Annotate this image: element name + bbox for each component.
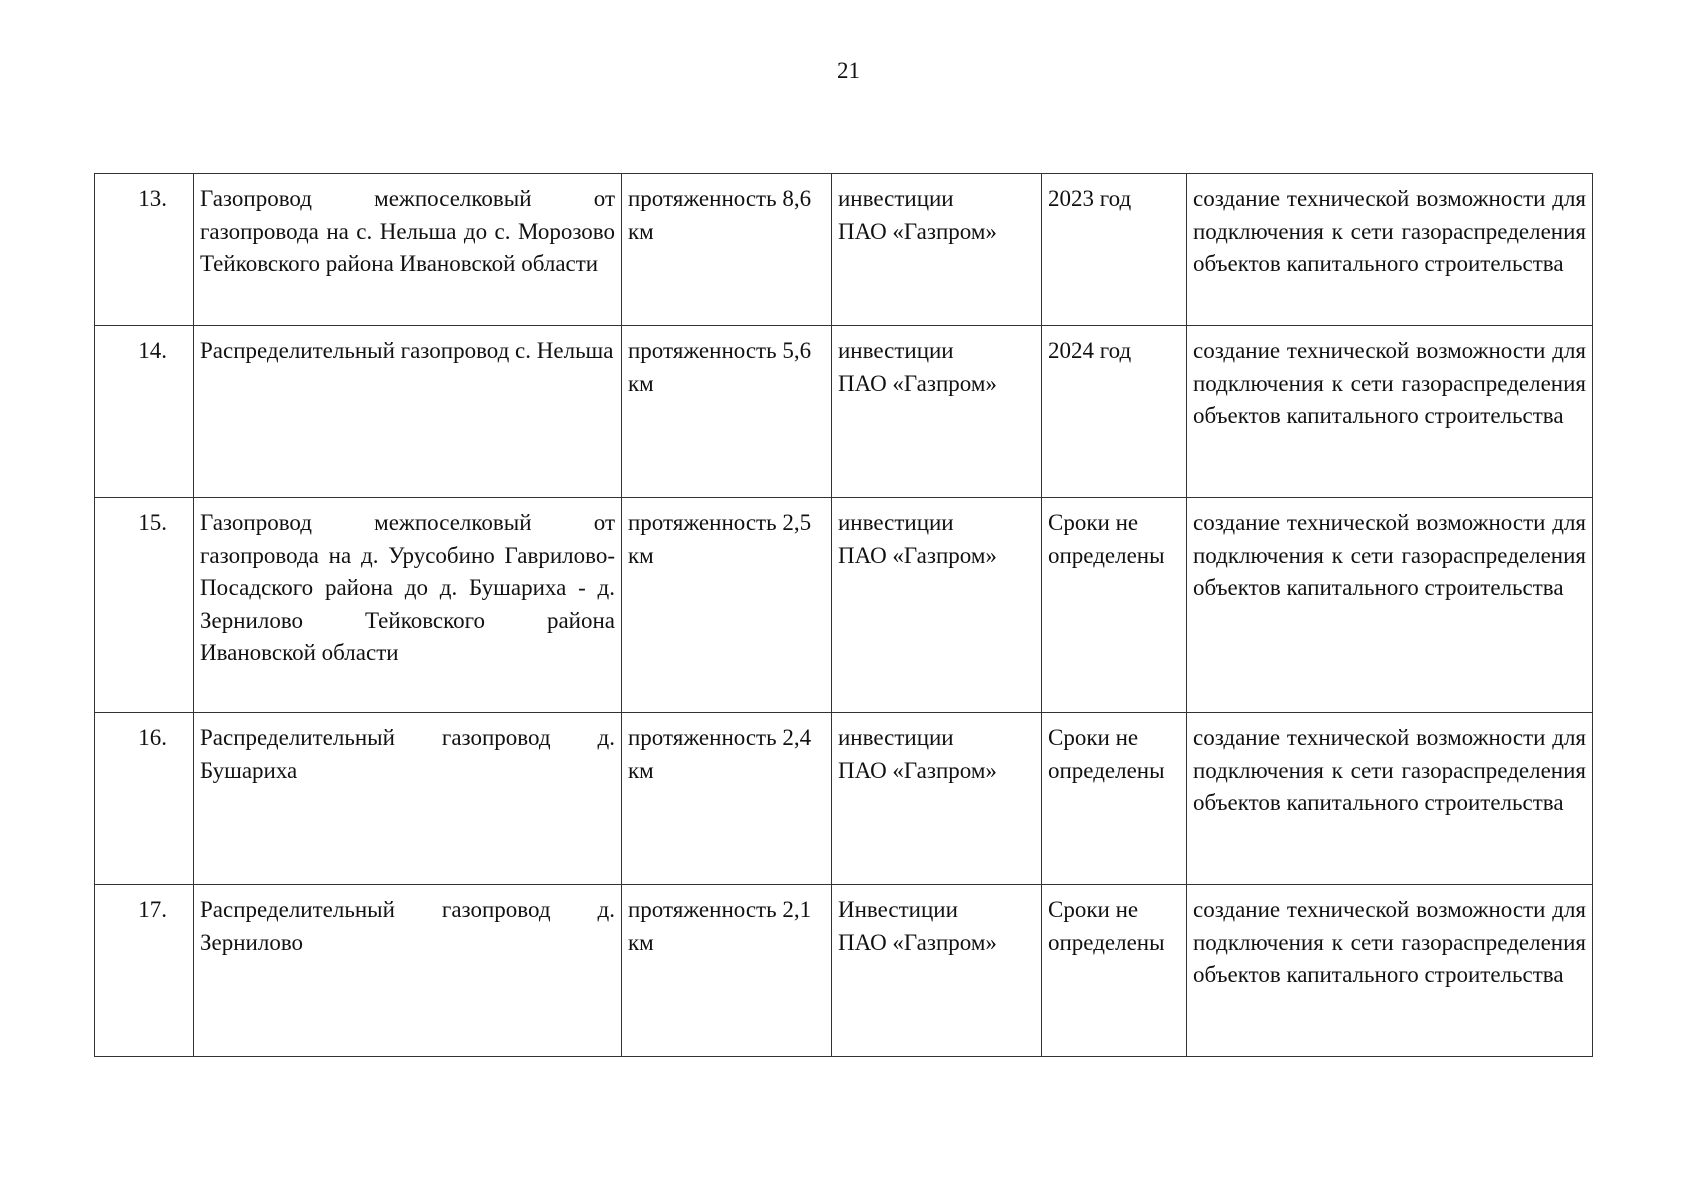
funding-source-cell: инвестиции ПАО «Газпром» — [832, 174, 1042, 326]
table-row — [95, 498, 1593, 713]
row-number-cell: 16. — [95, 713, 194, 885]
table-row — [95, 174, 1593, 326]
term-cell: Сроки не определены — [1042, 713, 1187, 885]
table-row — [95, 326, 1593, 498]
row-number-cell: 13. — [95, 174, 194, 326]
page-number: 21 — [837, 58, 860, 83]
term-cell: Сроки не определены — [1042, 498, 1187, 713]
funding-source-cell: инвестиции ПАО «Газпром» — [832, 498, 1042, 713]
goal-cell: создание технической возможности для подключения к сети газораспределения объектов капитального строительства — [1187, 713, 1593, 885]
term-cell: 2024 год — [1042, 326, 1187, 498]
length-cell: протяженность 2,4 км — [622, 713, 832, 885]
funding-source-cell: инвестиции ПАО «Газпром» — [832, 713, 1042, 885]
object-name-cell: Газопровод межпоселковый от газопровода на д. Урусобино Гаврилово-Посадского района до д. Бушариха - д. Зернилово Тейковского района Ивановской области — [194, 498, 622, 713]
length-cell: протяженность 8,6 км — [622, 174, 832, 326]
row-number-cell: 14. — [95, 326, 194, 498]
goal-cell: создание технической возможности для подключения к сети газораспределения объектов капитального строительства — [1187, 326, 1593, 498]
object-name-cell: Распределительный газопровод д. Зернилово — [194, 885, 622, 1057]
length-cell: протяженность 2,5 км — [622, 498, 832, 713]
object-name-cell: Распределительный газопровод с. Нельша — [194, 326, 622, 498]
object-name-cell: Распределительный газопровод д. Бушариха — [194, 713, 622, 885]
projects-table — [94, 173, 1593, 1057]
table-row — [95, 885, 1593, 1057]
table-row — [95, 713, 1593, 885]
goal-cell: создание технической возможности для подключения к сети газораспределения объектов капитального строительства — [1187, 498, 1593, 713]
goal-cell: создание технической возможности для подключения к сети газораспределения объектов капитального строительства — [1187, 885, 1593, 1057]
goal-cell: создание технической возможности для подключения к сети газораспределения объектов капитального строительства — [1187, 174, 1593, 326]
term-cell: 2023 год — [1042, 174, 1187, 326]
length-cell: протяженность 5,6 км — [622, 326, 832, 498]
object-name-cell: Газопровод межпоселковый от газопровода на с. Нельша до с. Морозово Тейковского района Ивановской области — [194, 174, 622, 326]
term-cell: Сроки не определены — [1042, 885, 1187, 1057]
funding-source-cell: Инвестиции ПАО «Газпром» — [832, 885, 1042, 1057]
funding-source-cell: инвестиции ПАО «Газпром» — [832, 326, 1042, 498]
length-cell: протяженность 2,1 км — [622, 885, 832, 1057]
row-number-cell: 15. — [95, 498, 194, 713]
row-number-cell: 17. — [95, 885, 194, 1057]
